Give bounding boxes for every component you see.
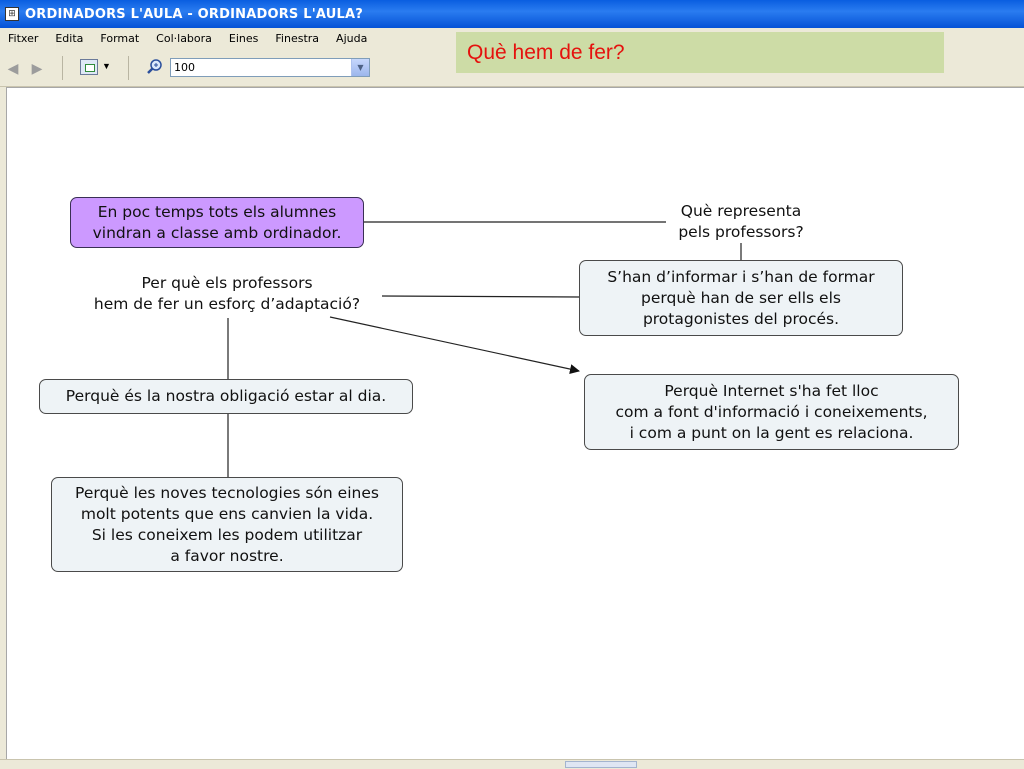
node-internet[interactable]: Perquè Internet s'ha fet lloc com a font d'informació i coneixements, i com a punt on la gent es relaciona. (584, 374, 959, 450)
node-inform-and-train[interactable]: S’han d’informar i s’han de formar perquè han de ser ells els protagonistes del procés. (579, 260, 903, 336)
menu-col-labora[interactable]: Col·labora (156, 31, 212, 45)
node-main-concept[interactable]: En poc temps tots els alumnes vindran a classe amb ordinador. (70, 197, 364, 248)
forward-arrow-icon[interactable]: ▶ (31, 60, 43, 76)
node-why-effort[interactable]: Per què els professors hem de fer un esforç d’adaptació? (72, 273, 382, 315)
zoom-dropdown-icon[interactable]: ▼ (351, 59, 369, 76)
chevron-down-icon[interactable]: ▼ (102, 61, 111, 71)
menu-edita[interactable]: Edita (55, 31, 84, 45)
node-represents-question[interactable]: Què representa pels professors? (666, 201, 816, 243)
title-bar (0, 0, 1024, 28)
menu-eines[interactable]: Eines (228, 31, 259, 45)
zoom-icon[interactable] (146, 58, 164, 76)
menu-fitxer[interactable]: Fitxer (8, 31, 39, 45)
toolbar-separator (128, 56, 129, 80)
back-arrow-icon[interactable]: ◀ (7, 60, 19, 76)
zoom-value: 100 (174, 61, 195, 74)
zoom-select[interactable] (170, 58, 370, 77)
menu-finestra[interactable]: Finestra (275, 31, 320, 45)
scrollbar-thumb[interactable] (565, 761, 637, 768)
node-new-technologies[interactable]: Perquè les noves tecnologies són eines molt potents que ens canvien la vida. Si les coneixem les podem utilitzar a favor nostre. (51, 477, 403, 572)
menu-ajuda[interactable]: Ajuda (336, 31, 368, 45)
view-icon[interactable] (80, 59, 98, 75)
window-title: ORDINADORS L'AULA - ORDINADORS L'AULA? (25, 6, 363, 22)
slide-title: Què hem de fer? (456, 32, 944, 73)
app-icon[interactable]: ⊞ (5, 7, 19, 21)
toolbar-separator (62, 56, 63, 80)
node-obligation[interactable]: Perquè és la nostra obligació estar al dia. (39, 379, 413, 414)
menu-format[interactable]: Format (100, 31, 140, 45)
